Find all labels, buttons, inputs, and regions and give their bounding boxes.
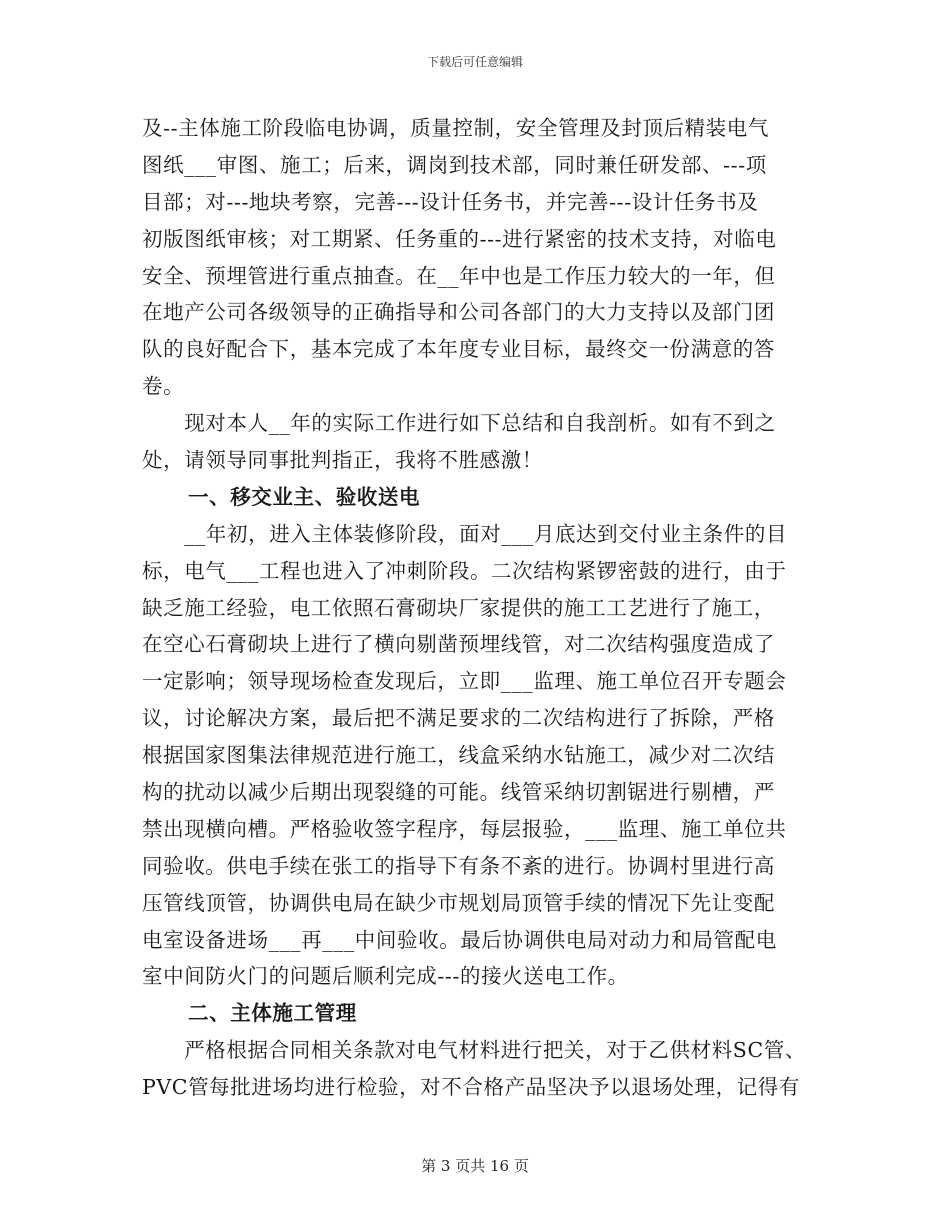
text-line: 议，讨论解决方案，最后把不满足要求的二次结构进行了拆除，严格 bbox=[142, 706, 775, 731]
text-line: 标，电气___工程也进入了冲刺阶段。二次结构紧锣密鼓的进行，由于 bbox=[142, 558, 787, 583]
page-footer: 第 3 页共 16 页 bbox=[421, 1157, 529, 1175]
text-line: 现对本人__年的实际工作进行如下总结和自我剖析。如有不到之 bbox=[142, 411, 776, 436]
text-line: 压管线顶管，协调供电局在缺少市规划局顶管手续的情况下先让变配 bbox=[142, 890, 775, 915]
text-line: __年初，进入主体装修阶段，面对___月底达到交付业主条件的目 bbox=[142, 521, 788, 546]
text-line: 队的良好配合下，基本完成了本年度专业目标，最终交一份满意的答 bbox=[142, 337, 775, 362]
text-line: 室中间防火门的问题后顺利完成---的接火送电工作。 bbox=[142, 964, 629, 989]
document-body bbox=[142, 110, 810, 1106]
text-line: 在地产公司各级领导的正确指导和公司各部门的大力支持以及部门团 bbox=[142, 300, 775, 325]
section-heading: 一、移交业主、验收送电 bbox=[188, 484, 421, 509]
text-line: 缺乏施工经验，电工依照石膏砌块厂家提供的施工工艺进行了施工， bbox=[142, 595, 775, 620]
text-line: 根据国家图集法律规范进行施工，线盒采纳水钻施工，减少对二次结 bbox=[142, 743, 775, 768]
text-line: 同验收。供电手续在张工的指导下有条不紊的进行。协调村里进行高 bbox=[142, 853, 775, 878]
text-line: 图纸___审图、施工；后来，调岗到技术部，同时兼任研发部、---项 bbox=[142, 152, 767, 177]
text-line: 禁出现横向槽。严格验收签字程序，每层报验，___监理、施工单位共 bbox=[142, 816, 787, 841]
text-line: 卷。 bbox=[142, 374, 185, 399]
text-line: PVC管每批进场均进行检验，对不合格产品坚决予以退场处理，记得有 bbox=[142, 1075, 800, 1100]
section-heading: 二、主体施工管理 bbox=[188, 1001, 357, 1026]
text-line: 构的扰动以减少后期出现裂缝的可能。线管采纳切割锯进行剔槽，严 bbox=[142, 780, 775, 805]
text-line: 目部；对---地块考察，完善---设计任务书，并完善---设计任务书及 bbox=[142, 189, 759, 214]
text-line: 处，请领导同事批判指正，我将不胜感激！ bbox=[142, 448, 543, 473]
text-line: 在空心石膏砌块上进行了横向剔凿预埋线管，对二次结构强度造成了 bbox=[142, 632, 775, 657]
text-line: 电室设备进场___再___中间验收。最后协调供电局对动力和局管配电 bbox=[142, 927, 777, 952]
page-header: 下载后可任意编辑 bbox=[426, 55, 523, 69]
text-line: 一定影响；领导现场检查发现后，立即___监理、施工单位召开专题会 bbox=[142, 669, 787, 694]
text-line: 初版图纸审核；对工期紧、任务重的---进行紧密的技术支持，对临电 bbox=[142, 226, 777, 251]
text-line: 严格根据合同相关条款对电气材料进行把关，对于乙供材料SC管、 bbox=[142, 1038, 806, 1063]
text-line: 及--主体施工阶段临电协调，质量控制，安全管理及封顶后精装电气 bbox=[142, 116, 769, 140]
text-line: 安全、预埋管进行重点抽查。在__年中也是工作压力较大的一年，但 bbox=[142, 263, 776, 288]
